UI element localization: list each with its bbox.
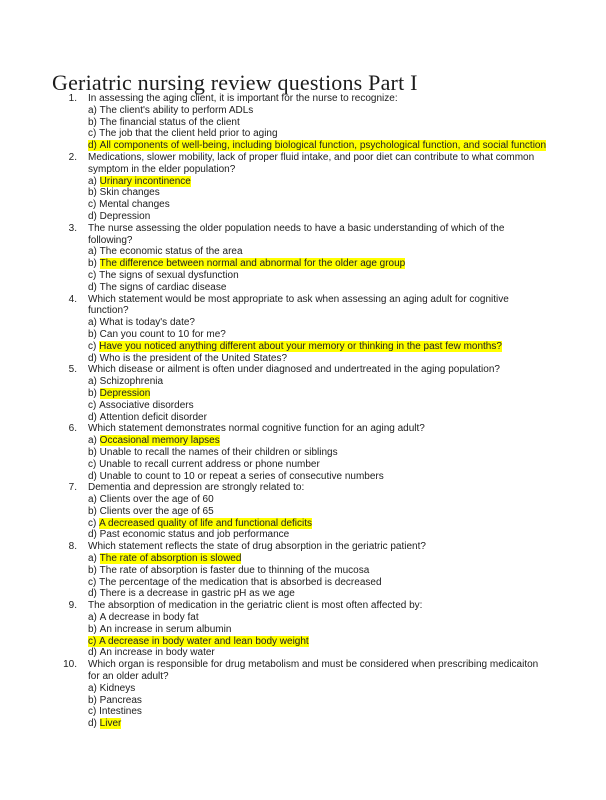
option-text: Unable to recall the names of their children or siblings [99, 446, 338, 458]
option-text: Kidneys [99, 682, 136, 694]
answer-option [88, 695, 548, 707]
option-label: b) [88, 387, 100, 399]
question-text: The nurse assessing the older population needs to have a basic understanding of which of the following? [88, 222, 505, 246]
question-number: 3. [68, 222, 77, 234]
option-label: a) [88, 317, 100, 329]
option-label: d) [88, 588, 100, 600]
option-label: c) [88, 706, 100, 718]
option-label: c) [88, 635, 100, 647]
answer-option [88, 459, 548, 471]
option-text: A decrease in body fat [99, 612, 199, 624]
option-list [88, 435, 548, 482]
question-number: 9. [68, 600, 77, 612]
answer-option [88, 612, 548, 624]
option-label: a) [88, 553, 100, 565]
option-label: c) [88, 458, 100, 470]
answer-option [88, 412, 548, 424]
answer-option [88, 553, 548, 565]
question-text: In assessing the aging client, it is important for the nurse to recognize: [88, 93, 398, 104]
question-item [60, 152, 550, 223]
answer-option [88, 117, 548, 129]
answer-option [88, 683, 548, 695]
answer-option [88, 317, 548, 329]
question-text: Which organ is responsible for drug metabolism and must be considered when prescribing medicaiton for an older adult? [88, 659, 539, 683]
answer-option [88, 329, 548, 341]
answer-option [88, 140, 548, 152]
option-label: b) [88, 328, 100, 340]
option-text: Occasional memory lapses [99, 435, 220, 447]
option-list [88, 683, 548, 730]
question-body [88, 93, 548, 152]
option-text: Have you noticed anything different about your memory or thinking in the past few months? [99, 340, 502, 352]
question-item [60, 423, 550, 482]
question-text: Dementia and depression are strongly related to: [88, 482, 305, 494]
question-number: 6. [68, 423, 77, 435]
answer-option [88, 506, 548, 518]
option-text: Who is the president of the United States? [99, 352, 288, 364]
option-label: d) [88, 352, 100, 364]
option-list [88, 246, 548, 293]
answer-option [88, 388, 548, 400]
question-body [88, 659, 548, 730]
option-text: Intestines [99, 706, 142, 718]
option-label: d) [88, 718, 100, 730]
question-item [60, 600, 550, 659]
answer-option [88, 518, 548, 530]
question-item [60, 659, 550, 730]
question-item [60, 93, 550, 152]
option-text: The job that the client held prior to aging [99, 128, 278, 140]
answer-option [88, 341, 548, 353]
option-label: a) [88, 612, 100, 624]
answer-option [88, 400, 548, 412]
option-text: Past economic status and job performance [99, 529, 290, 541]
option-text: The signs of sexual dysfunction [99, 269, 239, 281]
option-text: A decrease in body water and lean body weight [99, 635, 309, 647]
option-label: a) [88, 175, 100, 187]
question-number: 4. [68, 293, 77, 305]
answer-option [88, 624, 548, 636]
option-text: An increase in body water [99, 647, 215, 659]
answer-option [88, 494, 548, 506]
option-text: Attention deficit disorder [99, 411, 207, 423]
answer-option [88, 647, 548, 659]
option-label: d) [88, 140, 100, 152]
option-text: The signs of cardiac disease [99, 281, 227, 293]
option-label: d) [88, 411, 100, 423]
option-list [88, 612, 548, 659]
question-item [60, 482, 550, 541]
option-label: c) [88, 340, 100, 352]
option-label: a) [88, 104, 100, 116]
question-body [88, 294, 548, 365]
question-body [88, 152, 548, 223]
answer-option [88, 447, 548, 459]
question-item [60, 364, 550, 423]
answer-option [88, 471, 548, 483]
answer-option [88, 187, 548, 199]
option-label: c) [88, 199, 100, 211]
answer-option [88, 211, 548, 223]
answer-option [88, 718, 548, 730]
question-item [60, 223, 550, 294]
question-body [88, 223, 548, 294]
question-item [60, 294, 550, 365]
option-label: a) [88, 435, 100, 447]
question-number: 5. [68, 364, 77, 376]
option-list [88, 376, 548, 423]
option-text: Schizophrenia [99, 376, 164, 388]
answer-option [88, 706, 548, 718]
option-label: d) [88, 647, 100, 659]
question-text: Medications, slower mobility, lack of proper fluid intake, and poor diet can contribute to what common symptom in the elder population? [88, 151, 535, 175]
option-label: c) [88, 517, 100, 529]
option-text: The rate of absorption is faster due to thinning of the mucosa [99, 564, 370, 576]
option-text: Liver [99, 718, 122, 730]
question-body [88, 364, 548, 423]
answer-option [88, 529, 548, 541]
option-label: c) [88, 399, 100, 411]
option-text: Unable to recall current address or phone number [99, 458, 320, 470]
option-text: The difference between normal and abnormal for the older age group [99, 258, 406, 270]
option-text: What is today's date? [99, 317, 195, 329]
question-list [60, 93, 550, 730]
option-label: b) [88, 564, 100, 576]
question-body [88, 541, 548, 600]
option-list [88, 317, 548, 364]
question-body [88, 423, 548, 482]
answer-option [88, 577, 548, 589]
question-text: The absorption of medication in the geriatric client is most often affected by: [88, 600, 423, 612]
option-text: There is a decrease in gastric pH as we age [99, 588, 295, 600]
option-text: Pancreas [99, 694, 142, 706]
option-label: c) [88, 576, 100, 588]
option-text: Urinary incontinence [99, 175, 191, 187]
answer-option [88, 128, 548, 140]
option-text: The client's ability to perform ADLs [99, 104, 254, 116]
option-label: d) [88, 529, 100, 541]
answer-option [88, 176, 548, 188]
question-body [88, 600, 548, 659]
option-text: Depression [99, 387, 151, 399]
answer-option [88, 588, 548, 600]
option-text: Depression [99, 210, 151, 222]
option-text: All components of well-being, including biological function, psychological function, and social function [99, 140, 547, 152]
question-text: Which disease or ailment is often under diagnosed and undertreated in the aging population? [88, 364, 500, 376]
option-label: d) [88, 470, 100, 482]
question-item [60, 541, 550, 600]
option-text: A decreased quality of life and functional deficits [99, 517, 313, 529]
answer-option [88, 258, 548, 270]
option-text: Mental changes [99, 199, 170, 211]
option-text: The rate of absorption is slowed [99, 553, 242, 565]
answer-option [88, 376, 548, 388]
option-label: b) [88, 446, 100, 458]
option-label: a) [88, 494, 100, 506]
question-number: 2. [68, 151, 77, 163]
option-label: b) [88, 258, 100, 270]
question-number: 8. [68, 541, 77, 553]
answer-option [88, 282, 548, 294]
answer-option [88, 353, 548, 365]
option-list [88, 105, 548, 152]
question-text: Which statement reflects the state of drug absorption in the geriatric patient? [88, 541, 426, 553]
option-label: c) [88, 128, 100, 140]
question-text: Which statement demonstrates normal cognitive function for an aging adult? [88, 423, 425, 435]
answer-option [88, 435, 548, 447]
option-label: b) [88, 116, 100, 128]
question-number: 7. [68, 482, 77, 494]
question-body [88, 482, 548, 541]
question-number: 10. [63, 659, 77, 671]
answer-option [88, 565, 548, 577]
option-label: d) [88, 281, 100, 293]
answer-option [88, 105, 548, 117]
option-label: a) [88, 246, 100, 258]
answer-option [88, 636, 548, 648]
answer-option [88, 270, 548, 282]
answer-option [88, 246, 548, 258]
option-label: b) [88, 187, 100, 199]
option-text: The percentage of the medication that is absorbed is decreased [99, 576, 382, 588]
question-text: Which statement would be most appropriate to ask when assessing an aging adult for cognitive function? [88, 293, 509, 317]
option-text: Associative disorders [99, 399, 194, 411]
page-title: Geriatric nursing review questions Part I [52, 69, 418, 95]
option-text: Clients over the age of 60 [99, 494, 214, 506]
option-list [88, 553, 548, 600]
option-label: c) [88, 269, 100, 281]
option-text: The financial status of the client [99, 116, 240, 128]
question-number: 1. [68, 93, 77, 104]
option-list [88, 176, 548, 223]
option-label: a) [88, 376, 100, 388]
option-text: The economic status of the area [99, 246, 243, 258]
option-text: Unable to count to 10 or repeat a series of consecutive numbers [99, 470, 384, 482]
option-label: a) [88, 682, 100, 694]
option-text: An increase in serum albumin [99, 623, 232, 635]
option-list [88, 494, 548, 541]
option-text: Can you count to 10 for me? [99, 328, 226, 340]
option-label: b) [88, 623, 100, 635]
option-text: Clients over the age of 65 [99, 505, 214, 517]
option-label: b) [88, 505, 100, 517]
answer-option [88, 199, 548, 211]
option-label: b) [88, 694, 100, 706]
option-label: d) [88, 210, 100, 222]
option-text: Skin changes [99, 187, 160, 199]
